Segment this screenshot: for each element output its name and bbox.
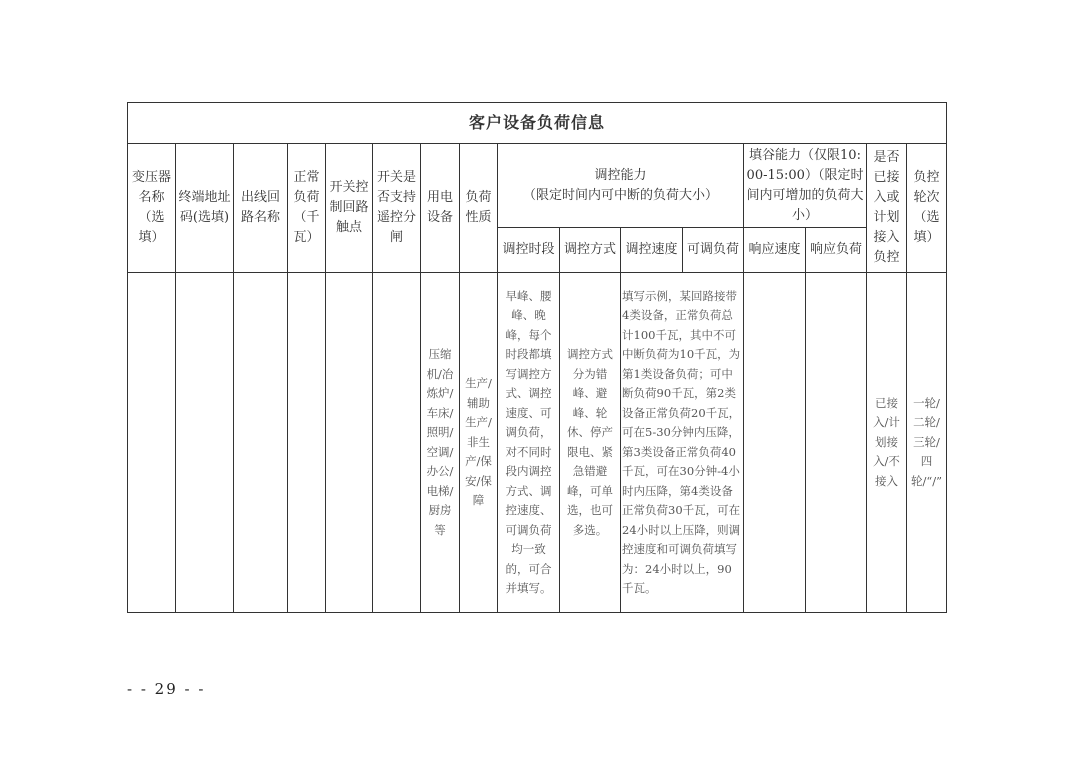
- cell-period: 早峰、腰峰、晚峰，每个时段都填写调控方式、调控速度、可调负荷，对不同时段内调控方式、调控速度、可调负荷均一致的，可合并填写。: [498, 273, 560, 613]
- cell-remote-switch: [373, 273, 421, 613]
- cell-method: 调控方式分为错峰、避峰、轮休、停产限电、紧急错避峰，可单选，也可多选。: [560, 273, 621, 613]
- header-remote-switch: 开关是否支持遥控分闸: [373, 144, 421, 273]
- cell-switch-contact: [326, 273, 373, 613]
- cell-normal-load: [288, 273, 326, 613]
- header-round: 负控轮次（选填）: [907, 144, 947, 273]
- header-regulation-note: （限定时间内可中断的负荷大小）: [522, 187, 718, 203]
- table-row: [128, 273, 947, 613]
- header-terminal: 终端地址码(选填): [176, 144, 234, 273]
- cell-response-load: [806, 273, 867, 613]
- header-normal-load: 正常负荷（千瓦）: [288, 144, 326, 273]
- header-switch-contact: 开关控制回路触点: [326, 144, 373, 273]
- customer-load-table: [127, 102, 947, 613]
- cell-load-nature: 生产/辅助生产/非生产/保安/保障: [460, 273, 498, 613]
- header-regulation: [498, 144, 744, 228]
- table-title: 客户设备负荷信息: [128, 103, 947, 144]
- header-response-load: 响应负荷: [806, 228, 867, 273]
- header-adjustable-load: 可调负荷: [683, 228, 744, 273]
- header-connected: 是否已接入或计划接入负控: [867, 144, 907, 273]
- header-method: 调控方式: [560, 228, 621, 273]
- cell-response-speed: [744, 273, 806, 613]
- header-response-speed: 响应速度: [744, 228, 806, 273]
- cell-terminal: [176, 273, 234, 613]
- header-outline: 出线回路名称: [234, 144, 288, 273]
- header-transformer: 变压器名称（选填）: [128, 144, 176, 273]
- cell-outline: [234, 273, 288, 613]
- header-equipment: 用电设备: [421, 144, 460, 273]
- cell-speed-example: 填写示例，某回路接带4类设备，正常负荷总计100千瓦，其中不可中断负荷为10千瓦，为第1类设备负荷；可中断负荷90千瓦，第2类设备正常负荷20千瓦，可在5-30分钟内压降，第3类设备正常负荷40千瓦，可在30分钟-4小时内压降，第4类设备正常负荷30千瓦，可在24小时以上压降，则调控速度和可调负荷填写为：24小时以上，90千瓦。: [621, 273, 744, 613]
- cell-equipment: 压缩机/冶炼炉/车床/照明/空调/办公/电梯/厨房等: [421, 273, 460, 613]
- header-load-nature: 负荷性质: [460, 144, 498, 273]
- cell-connected: 已接入/计划接入/不接入: [867, 273, 907, 613]
- page-number: - - 29 - -: [127, 680, 206, 698]
- header-valley: 填谷能力（仅限10:00-15:00）（限定时间内可增加的负荷大小）: [744, 144, 867, 228]
- header-speed: 调控速度: [621, 228, 683, 273]
- header-regulation-title: 调控能力: [594, 167, 647, 183]
- cell-transformer: [128, 273, 176, 613]
- cell-round: 一轮/二轮/三轮/四轮/“/”: [907, 273, 947, 613]
- header-period: 调控时段: [498, 228, 560, 273]
